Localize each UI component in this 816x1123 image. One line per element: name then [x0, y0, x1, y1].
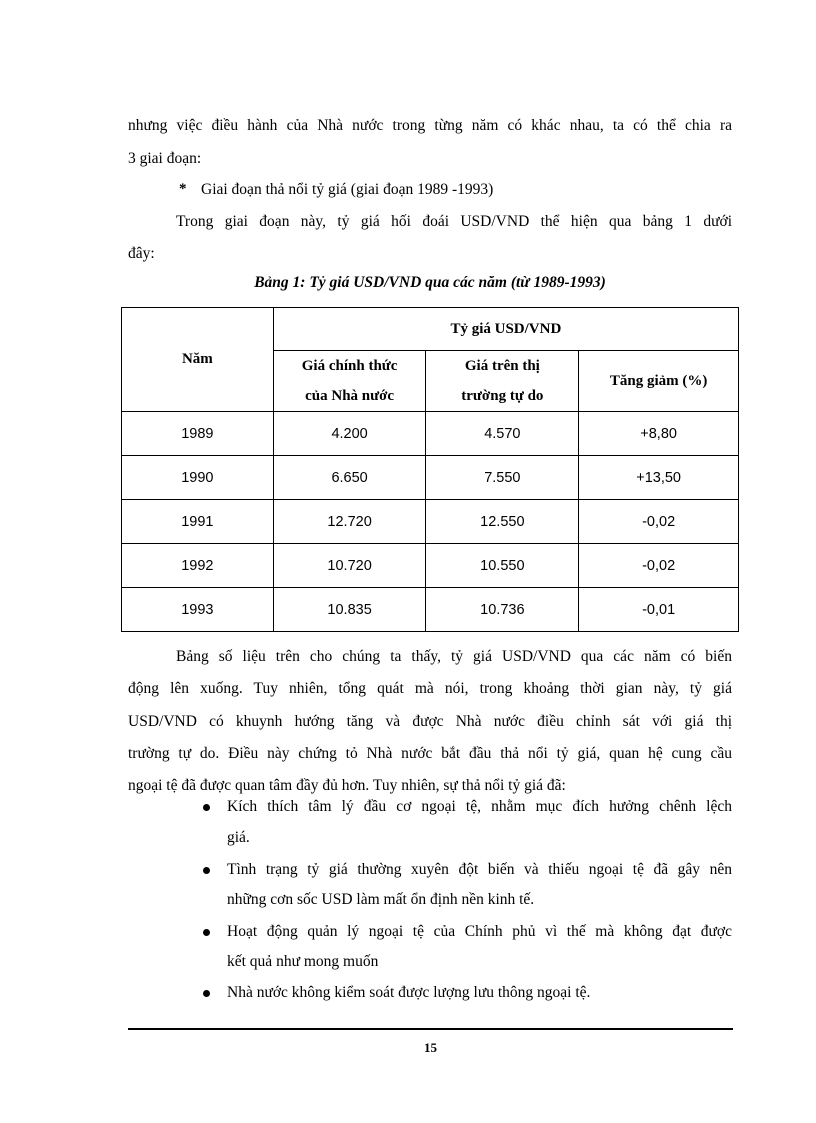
- table-row: [122, 412, 739, 456]
- cell-official: 10.720: [273, 544, 426, 588]
- cell-free: 12.550: [426, 500, 579, 544]
- table-row: [122, 500, 739, 544]
- cell-official: 12.720: [273, 500, 426, 544]
- cell-free: 10.550: [426, 544, 579, 588]
- cell-free: 10.736: [426, 588, 579, 632]
- asterisk-icon: *: [179, 181, 187, 197]
- table-row: [122, 588, 739, 632]
- table-row: [122, 544, 739, 588]
- header-official-price: [273, 351, 426, 412]
- lead-line-2: đây:: [128, 245, 155, 262]
- header-change: Tăng giảm (%): [579, 351, 739, 412]
- bullet-icon: [203, 929, 210, 936]
- bullet-3-line-2: kết quả như mong muốn: [227, 953, 379, 970]
- cell-free: 4.570: [426, 412, 579, 456]
- cell-change: -0,02: [579, 544, 739, 588]
- bullet-1-line-2: giá.: [227, 829, 250, 846]
- cell-free: 7.550: [426, 456, 579, 500]
- page-number: 15: [424, 1040, 437, 1055]
- analysis-line-1: Bảng số liệu trên cho chúng ta thấy, tỷ giá USD/VND qua các năm có biến: [176, 648, 732, 665]
- intro-line-2: 3 giai đoạn:: [128, 150, 202, 167]
- cell-change: +8,80: [579, 412, 739, 456]
- bullet-icon: [203, 867, 210, 874]
- cell-change: -0,01: [579, 588, 739, 632]
- bullet-3-line-1: Hoạt động quản lý ngoại tệ của Chính phủ vì thế mà không đạt được: [227, 923, 732, 940]
- cell-year: 1993: [122, 588, 274, 632]
- bullet-2-line-2: những cơn sốc USD làm mất ổn định nền kinh tế.: [227, 891, 535, 908]
- table-row: [122, 456, 739, 500]
- cell-change: +13,50: [579, 456, 739, 500]
- analysis-line-4: trường tự do. Điều này chứng tỏ Nhà nước bắt đầu thả nổi tỷ giá, quan hệ cung cầu: [128, 745, 732, 762]
- cell-official: 10.835: [273, 588, 426, 632]
- bullet-icon: [203, 990, 210, 997]
- footer-divider: [128, 1028, 733, 1030]
- analysis-line-2: động lên xuống. Tuy nhiên, tổng quát mà nói, trong khoảng thời gian này, tỷ giá: [128, 680, 732, 697]
- header-free-line-2: trường tự do: [461, 388, 544, 404]
- bullet-2-line-1: Tình trạng tỷ giá thường xuyên đột biến và thiếu ngoại tệ đã gây nên: [227, 861, 732, 878]
- bullet-icon: [203, 804, 210, 811]
- header-official-line-1: Giá chính thức: [301, 358, 398, 374]
- cell-year: 1992: [122, 544, 274, 588]
- header-rate-group: Tỷ giá USD/VND: [273, 308, 738, 351]
- header-free-line-1: Giá trên thị: [464, 358, 540, 374]
- intro-line-1: nhưng việc điều hành của Nhà nước trong từng năm có khác nhau, ta có thể chia ra: [128, 117, 732, 134]
- cell-year: 1991: [122, 500, 274, 544]
- analysis-line-3: USD/VND có khuynh hướng tăng và được Nhà nước điều chỉnh sát với giá thị: [128, 713, 732, 730]
- cell-official: 4.200: [273, 412, 426, 456]
- header-year: Năm: [122, 308, 274, 412]
- header-free-market-price: [426, 351, 579, 412]
- lead-line-1: Trong giai đoạn này, tỷ giá hối đoái USD/VND thể hiện qua bảng 1 dưới: [176, 213, 732, 230]
- bullet-4-line-1: Nhà nước không kiểm soát được lượng lưu thông ngoại tệ.: [227, 984, 591, 1001]
- table-caption: Bảng 1: Tỷ giá USD/VND qua các năm (từ 1989-1993): [254, 274, 606, 291]
- analysis-line-5: ngoại tệ đã được quan tâm đầy đủ hơn. Tuy nhiên, sự thả nổi tỷ giá đã:: [128, 777, 566, 794]
- cell-official: 6.650: [273, 456, 426, 500]
- phase-heading: Giai đoạn thả nổi tỷ giá (giai đoạn 1989 -1993): [201, 181, 494, 198]
- cell-change: -0,02: [579, 500, 739, 544]
- cell-year: 1989: [122, 412, 274, 456]
- header-official-line-2: của Nhà nước: [305, 388, 395, 404]
- bullet-1-line-1: Kích thích tâm lý đầu cơ ngoại tệ, nhằm mục đích hưởng chênh lệch: [227, 798, 732, 815]
- exchange-rate-table: [121, 307, 739, 632]
- cell-year: 1990: [122, 456, 274, 500]
